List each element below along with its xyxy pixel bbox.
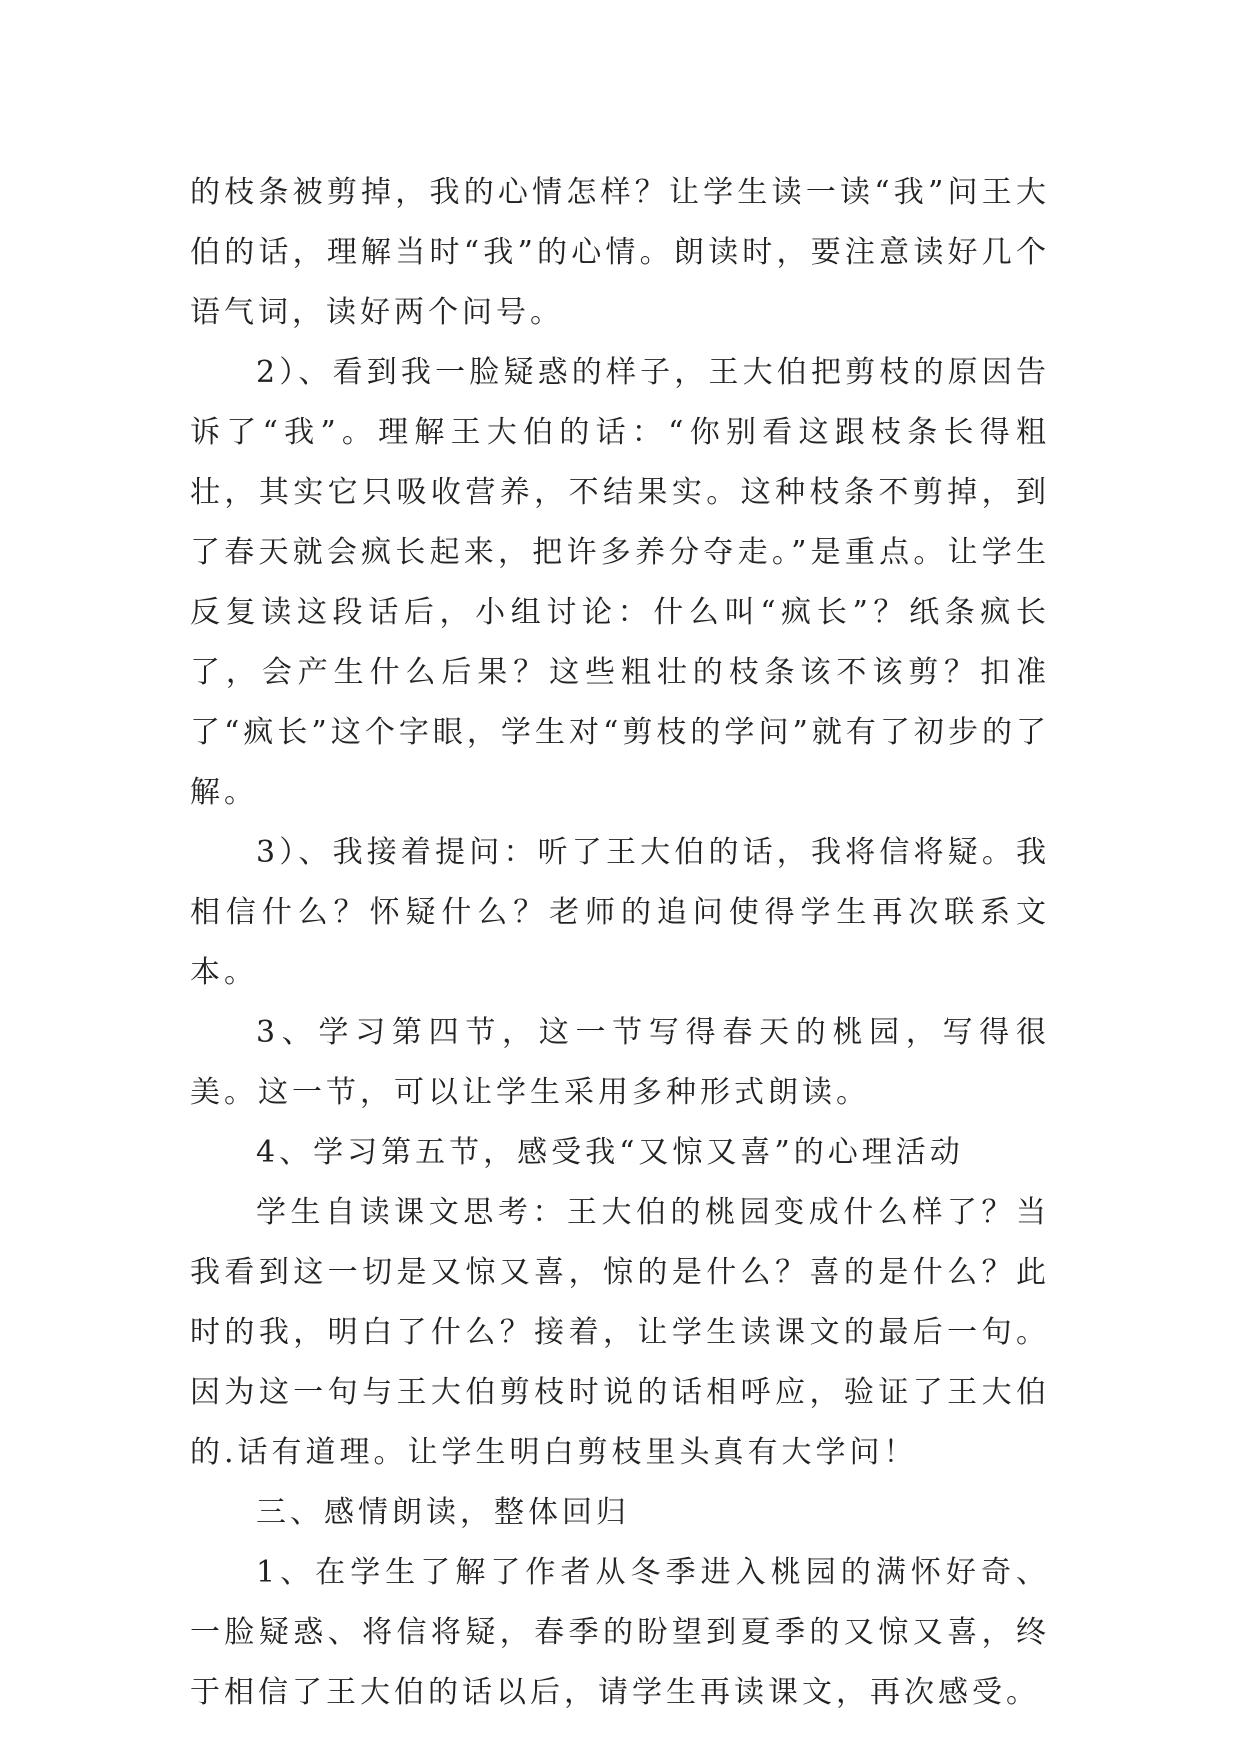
paragraph-1: 的枝条被剪掉，我的心情怎样？让学生读一读“我”问王大伯的话，理解当时“我”的心情。朗读时，要注意读好几个语气词，读好两个问号。 (190, 175, 1050, 330)
paragraph-3: 3）、我接着提问：听了王大伯的话，我将信将疑。我相信什么？怀疑什么？老师的追问使得学生再次联系文本。 (190, 835, 1050, 990)
paragraph-4: 3、学习第四节，这一节写得春天的桃园，写得很美。这一节，可以让学生采用多种形式朗读。 (190, 1015, 1050, 1110)
paragraph-8: 1、在学生了解了作者从冬季进入桃园的满怀好奇、一脸疑惑、将信将疑，春季的盼望到夏季的又惊又喜，终于相信了王大伯的话以后，请学生再读课文，再次感受。 (190, 1555, 1050, 1710)
paragraph-5: 4、学习第五节，感受我“又惊又喜”的心理活动 (256, 1135, 964, 1170)
paragraph-6: 学生自读课文思考：王大伯的桃园变成什么样了？当我看到这一切是又惊又喜，惊的是什么？喜的是什么？此时的我，明白了什么？接着，让学生读课文的最后一句。因为这一句与王大伯剪枝时说的话相呼应，验证了王大伯的.话有道理。让学生明白剪枝里头真有大学问！ (190, 1195, 1050, 1470)
section-heading: 三、感情朗读，整体回归 (256, 1495, 630, 1530)
document-body (190, 163, 1050, 1723)
paragraph-2: 2）、看到我一脸疑惑的样子，王大伯把剪枝的原因告诉了“我”。理解王大伯的话：“你别看这跟枝条长得粗壮，其实它只吸收营养，不结果实。这种枝条不剪掉，到了春天就会疯长起来，把许多养分夺走。”是重点。让学生反复读这段话后，小组讨论：什么叫“疯长”？纸条疯长了，会产生什么后果？这些粗壮的枝条该不该剪？扣准了“疯长”这个字眼，学生对“剪枝的学问”就有了初步的了解。 (190, 355, 1050, 810)
